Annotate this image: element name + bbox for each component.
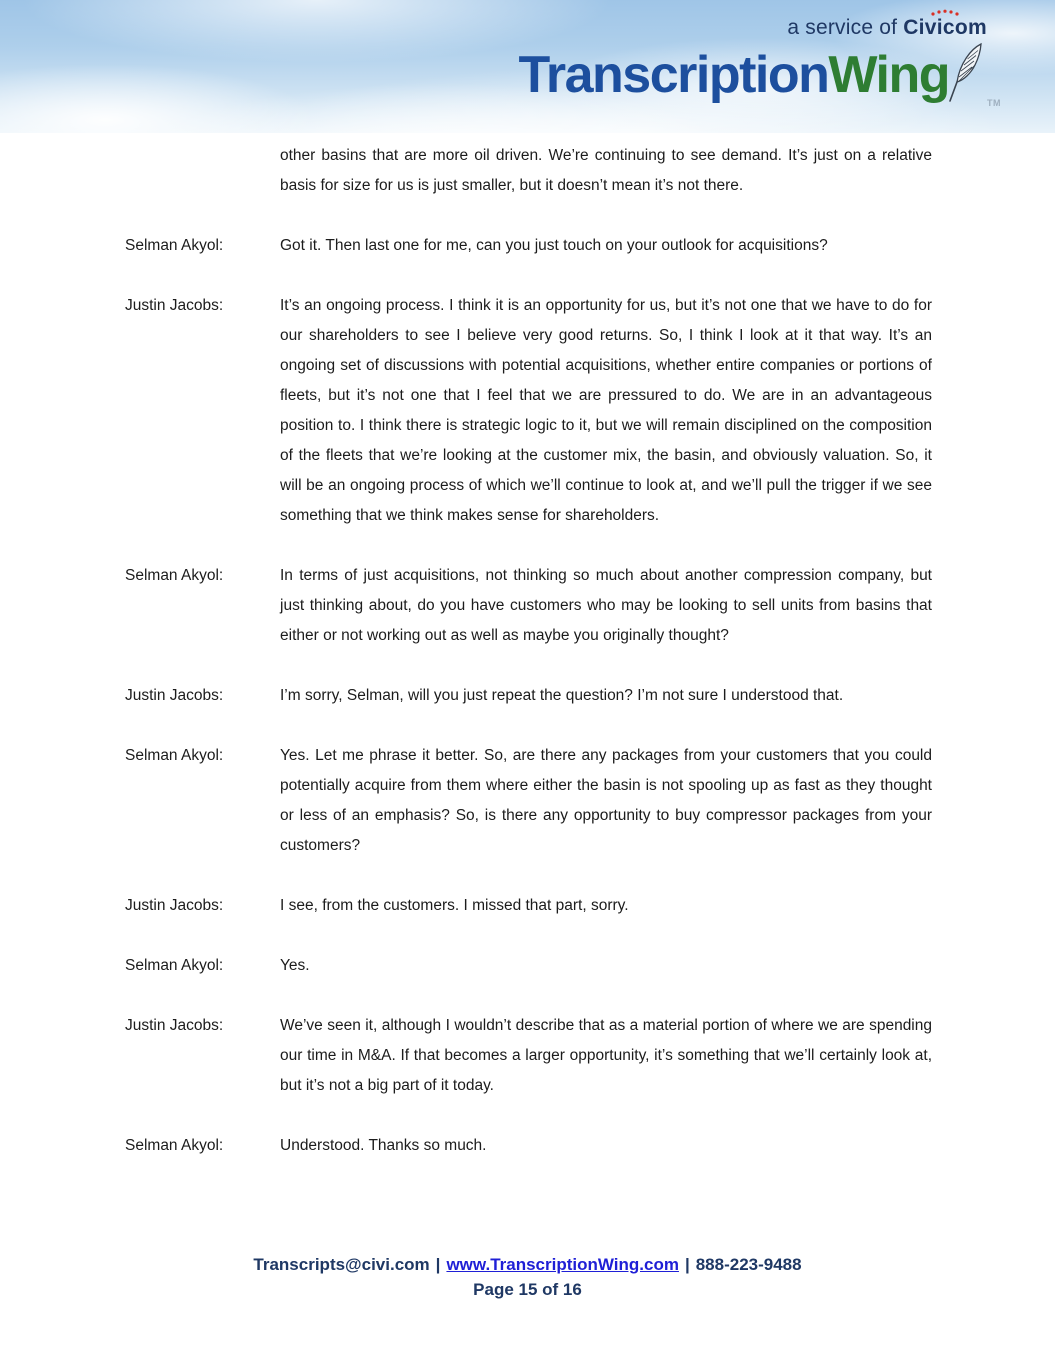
transcriptionwing-logo [518, 42, 1001, 108]
page-footer [0, 1252, 1055, 1302]
transcript-entry [125, 951, 932, 981]
quill-icon [945, 42, 987, 104]
brand-block [518, 16, 1001, 108]
tagline-prefix: a service of [787, 16, 904, 39]
speaker-name: Justin Jacobs: [125, 297, 224, 314]
speaker-name: Selman Akyol: [125, 1137, 224, 1154]
dialogue-text: In terms of just acquisitions, not thinking so much about another compression company, but just thinking about, do you have customers who may be looking to sell units from basins that either or not working out as well as maybe you originally thought? [280, 567, 932, 644]
speaker-name: Justin Jacobs: [125, 687, 224, 704]
dialogue-text: Yes. Let me phrase it better. So, are there any packages from your customers that you could potentially acquire from them where either the basin is not spooling up as fast as they thought or less of an emphasis? So, is there any opportunity to buy compressor packages from your customers? [280, 747, 932, 854]
civicom-dots-icon [929, 9, 961, 17]
dialogue-text: other basins that are more oil driven. We’re continuing to see demand. It’s just on a relative basis for size for us is just smaller, but it doesn’t mean it’s not there. [280, 147, 932, 194]
civicom-logo [903, 16, 987, 40]
transcript-entry [125, 141, 932, 201]
transcript-entry [125, 1131, 932, 1161]
speaker-name: Justin Jacobs: [125, 1017, 224, 1034]
footer-email: Transcripts@civi.com [253, 1255, 430, 1274]
footer-separator: | [435, 1255, 441, 1274]
footer-separator: | [684, 1255, 690, 1274]
tagline [518, 16, 987, 40]
trademark-text: TM [987, 98, 1001, 108]
footer-phone: 888-223-9488 [695, 1255, 802, 1274]
transcript-entry [125, 741, 932, 861]
speaker-name: Justin Jacobs: [125, 897, 224, 914]
transcript-entry [125, 291, 932, 531]
speaker-name: Selman Akyol: [125, 237, 224, 254]
speaker-name [125, 141, 280, 201]
transcript-entry [125, 1011, 932, 1101]
page-number: Page 15 of 16 [473, 1280, 582, 1299]
dialogue-text: Understood. Thanks so much. [280, 1137, 487, 1154]
logo-transcription-text: Transcription [518, 46, 829, 104]
header-banner [0, 0, 1055, 133]
dialogue-text: Yes. [280, 957, 310, 974]
footer-contact-line [0, 1252, 1055, 1277]
logo-wing-text: Wing [828, 46, 949, 104]
speaker-name: Selman Akyol: [125, 567, 224, 584]
transcript-entry [125, 891, 932, 921]
transcript-entry [125, 561, 932, 651]
dialogue-text: I’m sorry, Selman, will you just repeat the question? I’m not sure I understood that. [280, 687, 844, 704]
transcript-entry [125, 681, 932, 711]
entries-list [125, 141, 932, 1161]
dialogue-text: We’ve seen it, although I wouldn’t describe that as a material portion of where we are spending our time in M&A. If that becomes a larger opportunity, it’s something that we’ll certainly look at, but it’s not a big part of it today. [280, 1017, 932, 1094]
dialogue-text: I see, from the customers. I missed that part, sorry. [280, 897, 629, 914]
speaker-name: Selman Akyol: [125, 957, 224, 974]
footer-website-link[interactable]: www.TranscriptionWing.com [446, 1255, 679, 1274]
dialogue-text: It’s an ongoing process. I think it is an opportunity for us, but it’s not one that we have to do for our shareholders to see I believe very good returns. So, I think I look at it that way. It’s an ongoing set of discussions with potential acquisitions, whether entire companies or portions of fleets, but it’s not one that I feel that we are pressured to do. We are in an advantageous position to. I think there is strategic logic to it, but we will remain disciplined on the composition of the fleets that we’re looking at the customer mix, the basin, and obviously valuation. So, it will be an ongoing process of which we’ll continue to look at, and we’ll pull the trigger if we see something that we think makes sense for shareholders. [280, 297, 932, 524]
civicom-text: Civicom [903, 16, 987, 39]
speaker-name: Selman Akyol: [125, 747, 224, 764]
dialogue-text: Got it. Then last one for me, can you just touch on your outlook for acquisitions? [280, 237, 828, 254]
transcript-body [0, 133, 1055, 1161]
transcript-entry [125, 231, 932, 261]
